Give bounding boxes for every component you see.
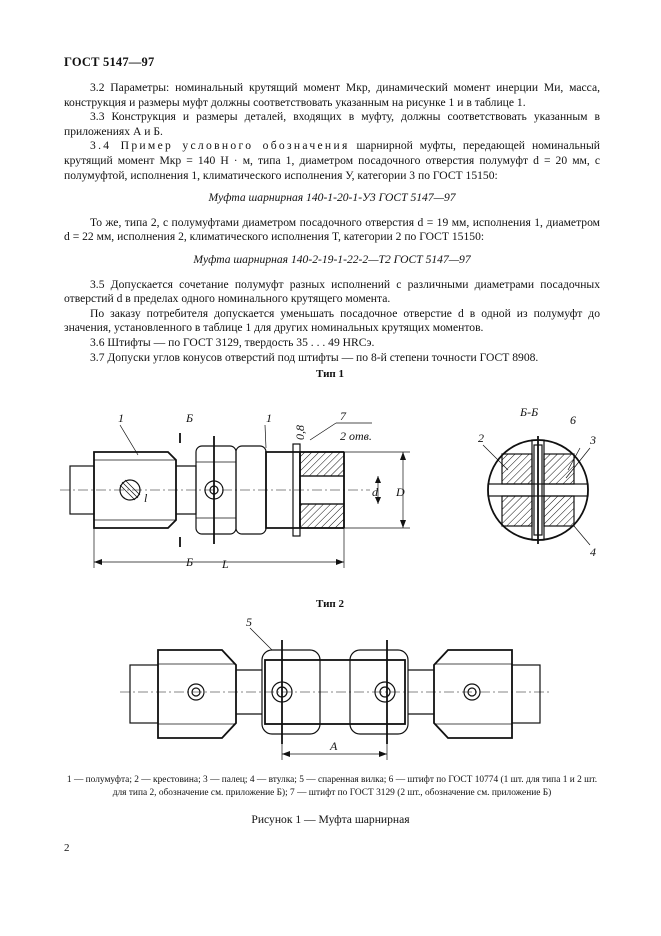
callout-7: 7 bbox=[340, 409, 346, 423]
callout-3: 3 bbox=[590, 433, 596, 447]
paragraph-3-2: 3.2 Параметры: номинальный крутящий момент Mкр, динамический момент инерции Mи, масса, конструкция и размеры муфт должны соответствовать указанным на рисунке 1 и в таблице 1. bbox=[64, 81, 600, 109]
type2-label: Тип 2 bbox=[316, 598, 344, 610]
type1-label: Тип 1 bbox=[316, 368, 344, 380]
designation-example-1: Муфта шарнирная 140-1-20-1-У3 ГОСТ 5147—97 bbox=[208, 191, 456, 205]
paragraph-3-5: 3.5 Допускается сочетание полумуфт разных исполнений с различными диаметрами посадочных отверстий d в пределах одного номинального крутящего момента. bbox=[64, 277, 600, 306]
callout-1-left: 1 bbox=[118, 411, 124, 425]
figure-legend: 1 — полумуфта; 2 — крестовина; 3 — палец; 4 — втулка; 5 — спаренная вилка; 6 — штифт по ГОСТ 10774 (1 шт. для типа 1 и 2 шт. для типа 2, обозначение см. приложение Б); 7 — штифт по ГОСТ 3129 (2 шт., обозначение см. приложение Б) bbox=[66, 775, 598, 798]
paragraph-3-4-spaced: 3.4 Пример условного обозначения bbox=[90, 139, 350, 153]
callout-6: 6 bbox=[570, 413, 576, 427]
paragraph-3-3: 3.3 Конструкция и размеры деталей, входящих в муфту, должны соответствовать указанным в приложениях А и Б. bbox=[64, 110, 600, 138]
callout-5: 5 bbox=[246, 615, 252, 629]
figure-caption: Рисунок 1 — Муфта шарнирная bbox=[251, 813, 410, 826]
callout-2: 2 bbox=[478, 431, 484, 445]
section-label: Б-Б bbox=[520, 405, 539, 419]
dimension-l: l bbox=[144, 491, 148, 505]
page-number: 2 bbox=[64, 842, 70, 854]
callout-b-top: Б bbox=[186, 411, 194, 425]
dimension-L: L bbox=[222, 557, 229, 571]
paragraph-3-5b: По заказу потребителя допускается уменьшать посадочное отверстие d в одной из полумуфт до значения, установленного в таблице 1 для других номинальных крутящих моментов. bbox=[64, 306, 600, 335]
paragraph-3-7: 3.7 Допуски углов конусов отверстий под штифты — по 8-й степени точности ГОСТ 8908. bbox=[90, 350, 539, 364]
type1-drawing bbox=[60, 423, 410, 568]
callout-b-bottom: Б bbox=[186, 555, 194, 569]
dimension-A: A bbox=[330, 739, 338, 753]
callout-holes: 2 отв. bbox=[340, 429, 372, 443]
dimension-d: d bbox=[372, 485, 378, 499]
callout-dim-08: 0,8 bbox=[293, 425, 307, 440]
page-header: ГОСТ 5147—97 bbox=[64, 55, 155, 69]
callout-4: 4 bbox=[590, 545, 596, 559]
paragraph-3-6: 3.6 Штифты — по ГОСТ 3129, твердость 35 . . . 49 HRCэ. bbox=[90, 335, 375, 349]
paragraph-3-4-rest: шарнирной муфты, передающей номинальный крутящий момент Mкр = 140 Н · м, типа 1, диаметром посадочного отверстия полумуфт d = 20 мм, с полумуфтой, исполнения 1, климатического исполнения У, категории 3 по ГОСТ 15150: bbox=[64, 139, 600, 182]
paragraph-same: То же, типа 2, с полумуфтами диаметром посадочного отверстия d = 19 мм, исполнения 1, диаметром d = 22 мм, исполнения 2, климатического исполнения Т, категории 2 по ГОСТ 15150: bbox=[64, 215, 600, 244]
section-view bbox=[483, 436, 590, 545]
designation-example-2: Муфта шарнирная 140-2-19-1-22-2—Т2 ГОСТ 5147—97 bbox=[193, 252, 471, 266]
callout-1-right: 1 bbox=[266, 411, 272, 425]
dimension-D: D bbox=[396, 485, 405, 499]
